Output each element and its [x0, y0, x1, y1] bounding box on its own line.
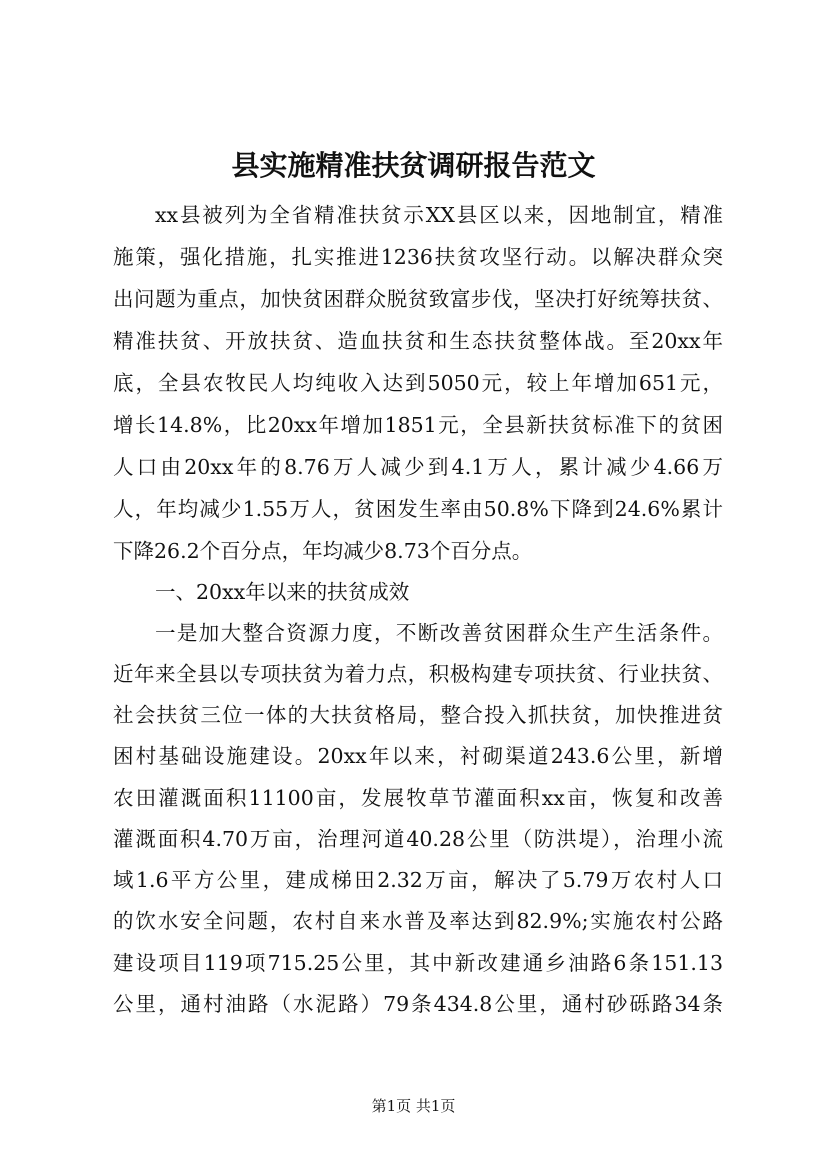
- paragraph-line: 社会扶贫三位一体的大扶贫格局，整合投入抓扶贫，加快推进贫: [113, 703, 723, 727]
- paragraph-line: 公里，通村油路（水泥路）79条434.8公里，通村砂砾路34条: [113, 992, 723, 1016]
- paragraph-line: xx县被列为全省精准扶贫示XX县区以来，因地制宜，精准: [155, 203, 723, 227]
- paragraph-line: 的饮水安全问题，农村自来水普及率达到82.9%;实施农村公路: [113, 909, 723, 933]
- paragraph-line: 灌溉面积4.70万亩，治理河道40.28公里（防洪堤），治理小流: [113, 827, 723, 851]
- section-heading: 一、20xx年以来的扶贫成效: [155, 580, 410, 604]
- page-footer: 第1页 共1页: [371, 1097, 456, 1115]
- paragraph-line: 人，年均减少1.55万人，贫困发生率由50.8%下降到24.6%累计: [113, 497, 723, 521]
- paragraph-line: 下降26.2个百分点，年均减少8.73个百分点。: [113, 539, 533, 563]
- paragraph-line: 底，全县农牧民人均纯收入达到5050元，较上年增加651元，: [113, 371, 723, 395]
- paragraph-line: 增长14.8%，比20xx年增加1851元，全县新扶贫标准下的贫困: [113, 413, 723, 437]
- paragraph-line: 建设项目119项715.25公里，其中新改建通乡油路6条151.13: [113, 951, 723, 975]
- paragraph-line: 施策，强化措施，扎实推进1236扶贫攻坚行动。以解决群众突: [113, 245, 723, 269]
- paragraph-line: 农田灌溉面积11100亩，发展牧草节灌面积xx亩，恢复和改善: [113, 786, 723, 810]
- paragraph-line: 出问题为重点，加快贫困群众脱贫致富步伐，坚决打好统筹扶贫、: [113, 287, 723, 311]
- paragraph-line: 近年来全县以专项扶贫为着力点，积极构建专项扶贫、行业扶贫、: [113, 662, 723, 686]
- paragraph-line: 人口由20xx年的8.76万人减少到4.1万人，累计减少4.66万: [113, 455, 723, 479]
- paragraph-line: 精准扶贫、开放扶贫、造血扶贫和生态扶贫整体战。至20xx年: [113, 329, 723, 353]
- paragraph-line: 一是加大整合资源力度，不断改善贫困群众生产生活条件。: [155, 621, 723, 645]
- paragraph-line: 域1.6平方公里，建成梯田2.32万亩，解决了5.79万农村人口: [113, 868, 723, 892]
- paragraph-line: 困村基础设施建设。20xx年以来，衬砌渠道243.6公里，新增: [113, 744, 723, 768]
- document-title: 县实施精准扶贫调研报告范文: [231, 149, 596, 182]
